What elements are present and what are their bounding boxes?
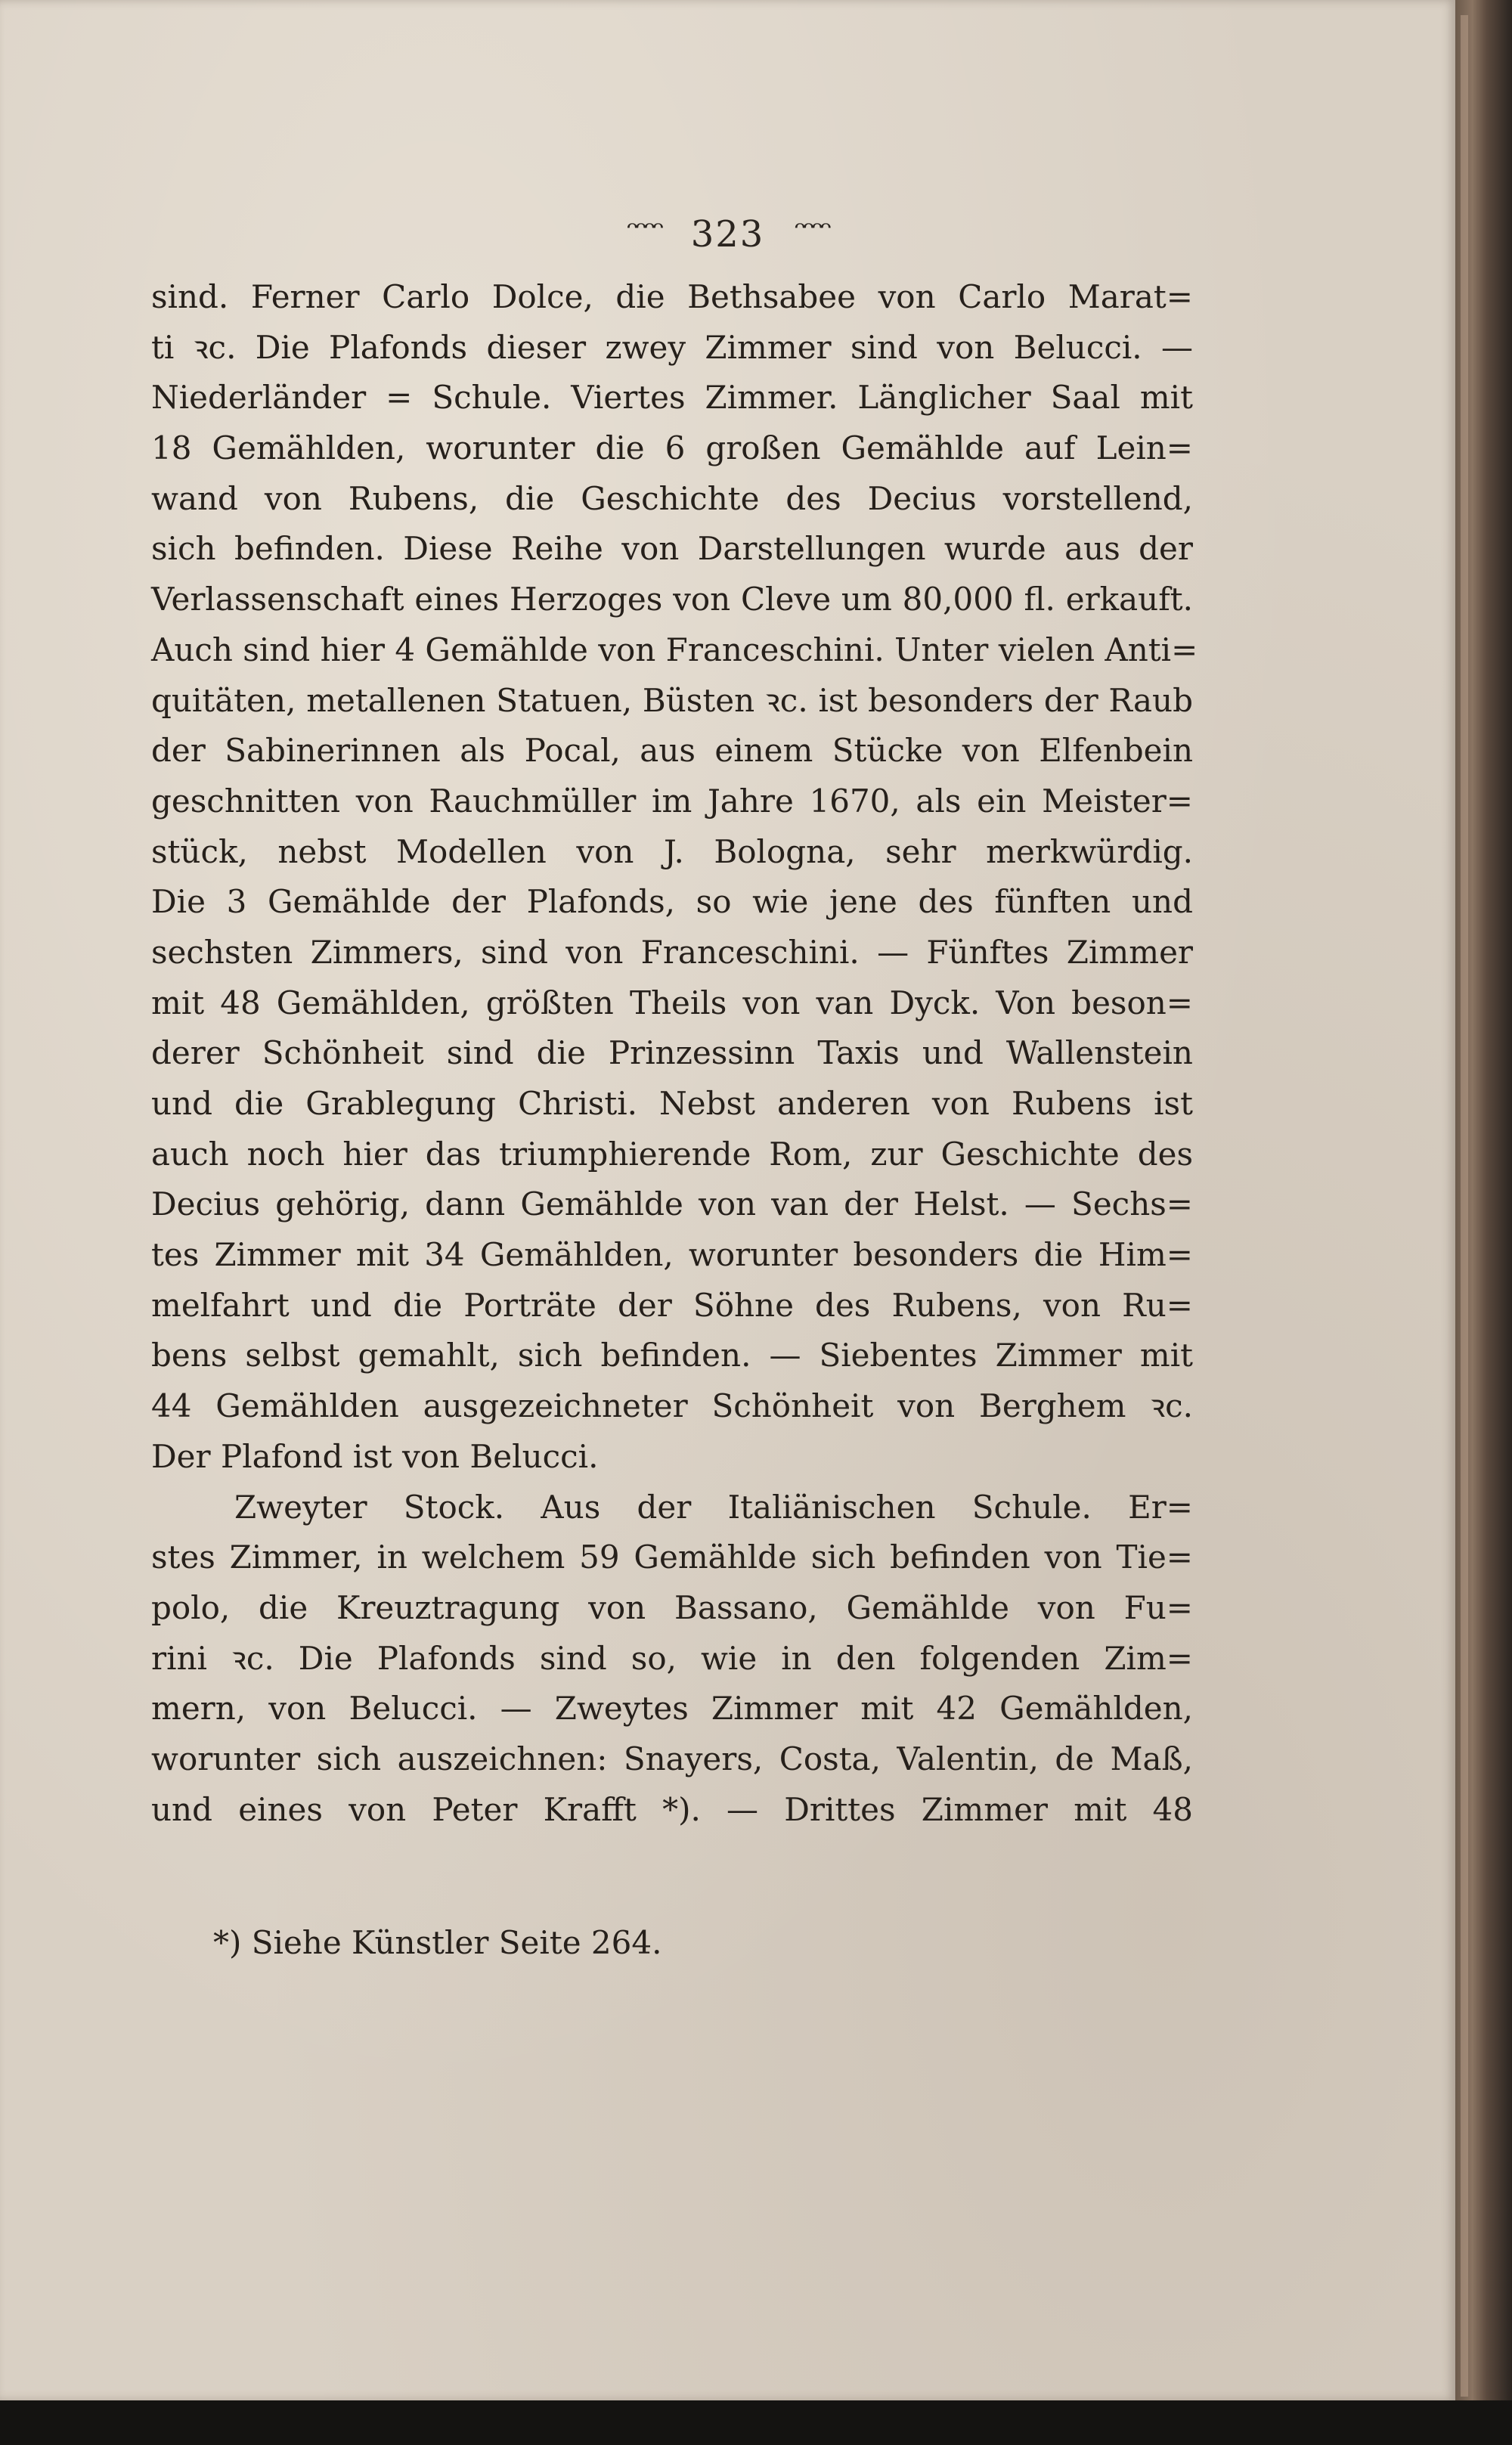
text-line: wand von Rubens, die Geschichte des Decius vorstellend, xyxy=(151,479,1193,517)
text-line: sechsten Zimmers, sind von Franceschini. — Fünftes Zimmer xyxy=(151,933,1193,971)
text-line: bens selbst gemahlt, sich befinden. — Siebentes Zimmer mit xyxy=(151,1337,1193,1374)
page-number: 323 xyxy=(690,213,765,256)
text-line: sind. Ferner Carlo Dolce, die Bethsabee von Carlo Marat= xyxy=(151,278,1193,315)
text-line: 44 Gemählden ausgezeichneter Schönheit von Berghem ꝛc. xyxy=(151,1387,1193,1425)
text-line: Zweyter Stock. Aus der Italiänischen Schule. Er= xyxy=(234,1488,1193,1526)
body-text xyxy=(151,272,1198,1835)
text-line: worunter sich auszeichnen: Snayers, Costa, Valentin, de Maß, xyxy=(151,1740,1193,1777)
text-line: und die Grablegung Christi. Nebst anderen von Rubens ist xyxy=(151,1085,1193,1122)
text-line: tes Zimmer mit 34 Gemählden, worunter besonders die Him= xyxy=(151,1236,1193,1274)
text-line: Auch sind hier 4 Gemählde von Franceschini. Unter vielen Anti= xyxy=(151,631,1198,668)
header-ornament-left: ᵔᵔᵔᵔ xyxy=(626,215,662,249)
text-line: Decius gehörig, dann Gemählde von van der Helst. — Sechs= xyxy=(151,1185,1193,1223)
text-line: mern, von Belucci. — Zweytes Zimmer mit 42 Gemählden, xyxy=(151,1690,1193,1728)
footnote: *) Siehe Künstler Seite 264. xyxy=(213,1924,662,1961)
bottom-shadow xyxy=(0,2400,1512,2445)
text-line: 18 Gemählden, worunter die 6 großen Gemählde auf Lein= xyxy=(151,429,1193,467)
text-line: und eines von Peter Krafft *). — Drittes Zimmer mit 48 xyxy=(151,1790,1193,1828)
text-line: stück, nebst Modellen von J. Bologna, sehr merkwürdig. xyxy=(151,832,1193,870)
text-line: polo, die Kreuztragung von Bassano, Gemählde von Fu= xyxy=(151,1588,1193,1626)
text-line: geschnitten von Rauchmüller im Jahre 1670, als ein Meister= xyxy=(151,782,1193,820)
text-line: sich befinden. Diese Reihe von Darstellungen wurde aus der xyxy=(151,530,1193,568)
text-line: Die 3 Gemählde der Plafonds, so wie jene des fünften und xyxy=(151,883,1193,921)
text-line: Der Plafond ist von Belucci. xyxy=(151,1437,599,1475)
text-line: ti ꝛc. Die Plafonds dieser zwey Zimmer sind von Belucci. — xyxy=(151,328,1193,366)
text-line: derer Schönheit sind die Prinzessinn Taxis und Wallenstein xyxy=(151,1034,1193,1072)
page-header xyxy=(0,213,1455,256)
text-line: Verlassenschaft eines Herzoges von Cleve um 80,000 fl. erkauft. xyxy=(151,581,1193,618)
text-line: Niederländer = Schule. Viertes Zimmer. Länglicher Saal mit xyxy=(151,379,1193,417)
text-line: stes Zimmer, in welchem 59 Gemählde sich befinden von Tie= xyxy=(151,1539,1193,1576)
text-line: mit 48 Gemählden, größten Theils von van Dyck. Von beson= xyxy=(151,984,1193,1021)
text-line: melfahrt und die Porträte der Söhne des Rubens, von Ru= xyxy=(151,1286,1193,1324)
page-edge-stripe xyxy=(1461,15,1468,2397)
header-ornament-right: ᵔᵔᵔᵔ xyxy=(794,215,829,249)
text-line: der Sabinerinnen als Pocal, aus einem Stücke von Elfenbein xyxy=(151,732,1193,770)
text-line: quitäten, metallenen Statuen, Büsten ꝛc. ist besonders der Raub xyxy=(151,681,1193,719)
text-line: auch noch hier das triumphierende Rom, zur Geschichte des xyxy=(151,1135,1193,1173)
text-line: rini ꝛc. Die Plafonds sind so, wie in den folgenden Zim= xyxy=(151,1639,1193,1677)
